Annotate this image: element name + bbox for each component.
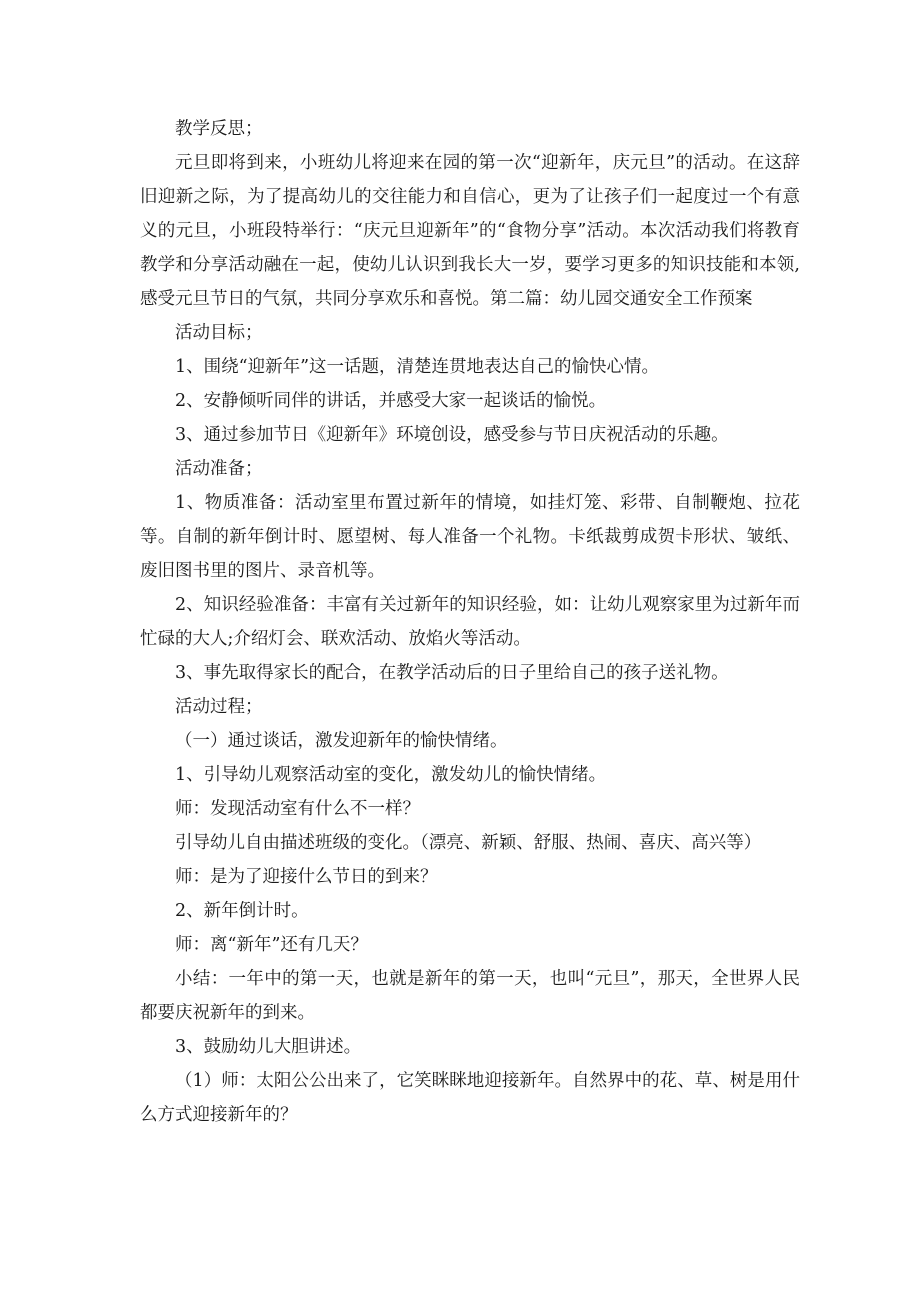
- para-summary: 小结：一年中的第一天，也就是新年的第一天，也叫“元旦”，那天，全世界人民都要庆祝新年的到来。: [140, 969, 800, 1023]
- para-teacher-q3: 师：离“新年”还有几天？: [175, 935, 368, 955]
- para-teacher-q2: 师：是为了迎接什么节日的到来？: [175, 867, 438, 887]
- para-goal-3: 3、通过参加节日《迎新年》环境创设，感受参与节日庆祝活动的乐趣。: [175, 425, 729, 445]
- para-goals-heading: 活动目标；: [175, 323, 263, 343]
- para-prep-heading: 活动准备；: [175, 459, 263, 479]
- para-step-2: 2、新年倒计时。: [175, 901, 309, 921]
- para-prep-3: 3、事先取得家长的配合，在教学活动后的日子里给自己的孩子送礼物。: [175, 663, 729, 683]
- document-page: [140, 112, 800, 1132]
- para-guide-describe: 引导幼儿自由描述班级的变化。（漂亮、新颖、舒服、热闹、喜庆、高兴等）: [175, 833, 762, 853]
- para-reflection-body: 元旦即将到来，小班幼儿将迎来在园的第一次“迎新年，庆元旦”的活动。在这辞旧迎新之际，为了提高幼儿的交往能力和自信心，更为了让孩子们一起度过一个有意义的元旦，小班段特举行：“庆元旦迎新年”的“食物分享”活动。本次活动我们将教育教学和分享活动融在一起，使幼儿认识到我长大一岁，要学习更多的知识技能和本领,感受元旦节日的气氛，共同分享欢乐和喜悦。第二篇：幼儿园交通安全工作预案: [140, 153, 800, 309]
- para-sub-1: （1）师：太阳公公出来了，它笑眯眯地迎接新年。自然界中的花、草、树是用什么方式迎接新年的？: [140, 1071, 800, 1125]
- para-step-3: 3、鼓励幼儿大胆讲述。: [175, 1037, 362, 1057]
- para-process-heading: 活动过程；: [175, 697, 263, 717]
- para-prep-1: 1、物质准备：活动室里布置过新年的情境，如挂灯笼、彩带、自制鞭炮、拉花等。自制的新年倒计时、愿望树、每人准备一个礼物。卡纸裁剪成贺卡形状、皱纸、废旧图书里的图片、录音机等。: [140, 493, 800, 581]
- para-goal-1: 1、围绕“迎新年”这一话题，清楚连贯地表达自己的愉快心情。: [175, 357, 660, 377]
- para-process-part-1: （一）通过谈话，激发迎新年的愉快情绪。: [175, 731, 508, 751]
- para-teacher-q1: 师：发现活动室有什么不一样？: [175, 799, 420, 819]
- para-reflection-heading: 教学反思；: [175, 119, 263, 139]
- para-step-1: 1、引导幼儿观察活动室的变化，激发幼儿的愉快情绪。: [175, 765, 607, 785]
- para-goal-2: 2、安静倾听同伴的讲话，并感受大家一起谈话的愉悦。: [175, 391, 607, 411]
- para-prep-2: 2、知识经验准备：丰富有关过新年的知识经验，如：让幼儿观察家里为过新年而忙碌的大人;介绍灯会、联欢活动、放焰火等活动。: [140, 595, 800, 649]
